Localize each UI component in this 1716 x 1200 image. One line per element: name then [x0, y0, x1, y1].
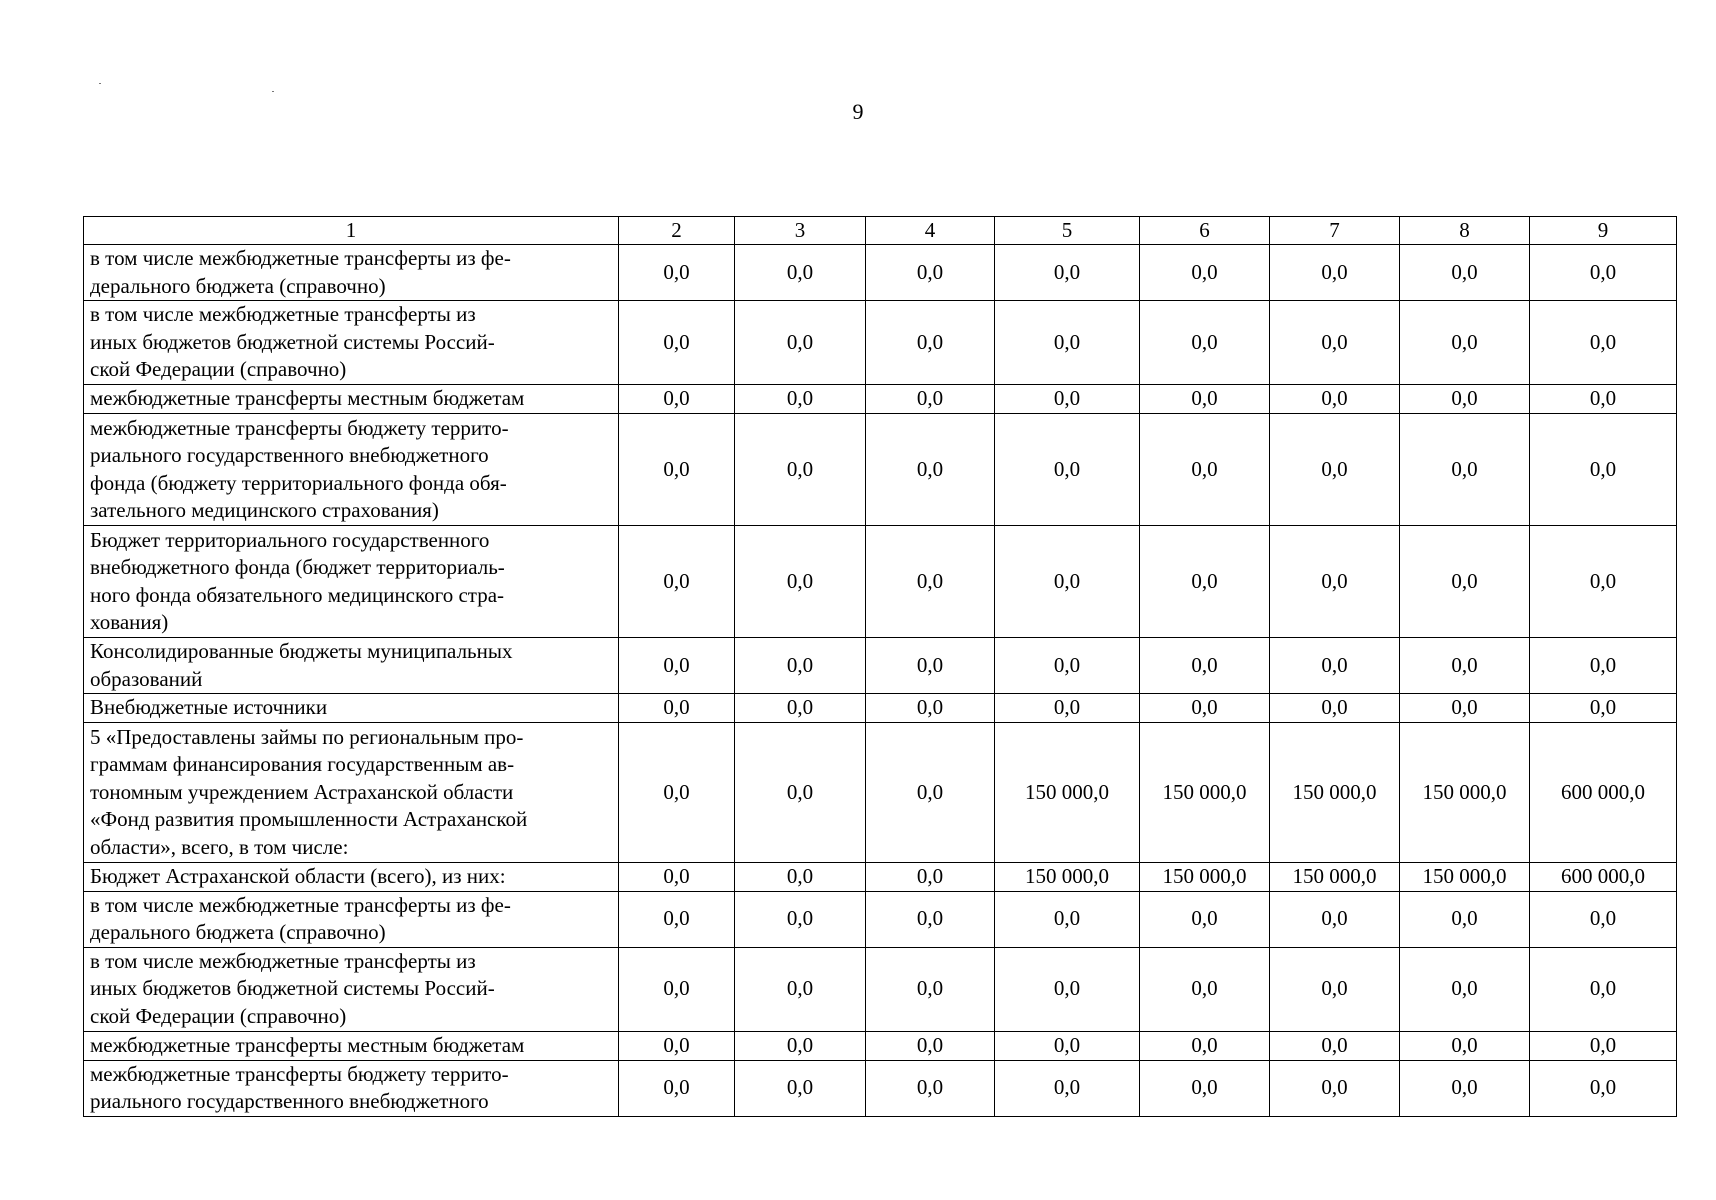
value-cell: 0,0: [1400, 638, 1530, 694]
value-cell: 0,0: [995, 414, 1140, 526]
table-row: [84, 947, 1677, 1031]
value-cell: 0,0: [995, 301, 1140, 385]
value-cell: 150 000,0: [1140, 863, 1270, 892]
column-header: 8: [1400, 217, 1530, 245]
value-cell: 0,0: [995, 1031, 1140, 1060]
value-cell: 0,0: [1270, 526, 1400, 638]
row-label: в том числе межбюджетные трансферты из фе- дерального бюджета (справочно): [84, 891, 619, 947]
column-header: 2: [619, 217, 735, 245]
value-cell: 0,0: [866, 891, 995, 947]
value-cell: 0,0: [735, 245, 866, 301]
table-row: [84, 891, 1677, 947]
table-row: [84, 245, 1677, 301]
column-header: 5: [995, 217, 1140, 245]
value-cell: 0,0: [866, 1060, 995, 1116]
value-cell: 0,0: [619, 301, 735, 385]
value-cell: 0,0: [1140, 1060, 1270, 1116]
table-row: [84, 723, 1677, 863]
value-cell: 0,0: [619, 414, 735, 526]
value-cell: 0,0: [1530, 947, 1677, 1031]
value-cell: 0,0: [1400, 694, 1530, 723]
value-cell: 0,0: [866, 526, 995, 638]
value-cell: 0,0: [866, 301, 995, 385]
value-cell: 0,0: [1400, 891, 1530, 947]
value-cell: 0,0: [619, 863, 735, 892]
value-cell: 0,0: [1530, 1060, 1677, 1116]
table-row: [84, 526, 1677, 638]
column-header: 9: [1530, 217, 1677, 245]
value-cell: 0,0: [1400, 301, 1530, 385]
row-label: Бюджет Астраханской области (всего), из них:: [84, 863, 619, 892]
value-cell: 0,0: [866, 947, 995, 1031]
table-row: [84, 1031, 1677, 1060]
value-cell: 0,0: [1140, 245, 1270, 301]
scan-speck: [272, 91, 274, 92]
value-cell: 150 000,0: [1270, 723, 1400, 863]
value-cell: 150 000,0: [1270, 863, 1400, 892]
value-cell: 0,0: [1530, 526, 1677, 638]
value-cell: 0,0: [866, 245, 995, 301]
row-label: Бюджет территориального государственного внебюджетного фонда (бюджет территориаль- ного фонда обязательного медицинского стра- хования): [84, 526, 619, 638]
value-cell: 0,0: [866, 863, 995, 892]
value-cell: 0,0: [1140, 694, 1270, 723]
table-row: [84, 863, 1677, 892]
value-cell: 0,0: [1270, 947, 1400, 1031]
row-label: Внебюджетные источники: [84, 694, 619, 723]
table-row: [84, 1060, 1677, 1116]
row-label: межбюджетные трансферты бюджету террито- риального государственного внебюджетного: [84, 1060, 619, 1116]
value-cell: 150 000,0: [995, 863, 1140, 892]
table-row: [84, 694, 1677, 723]
value-cell: 0,0: [866, 694, 995, 723]
table-row: [84, 414, 1677, 526]
value-cell: 0,0: [735, 1031, 866, 1060]
value-cell: 0,0: [735, 863, 866, 892]
value-cell: 0,0: [1140, 526, 1270, 638]
value-cell: 0,0: [866, 414, 995, 526]
value-cell: 0,0: [735, 723, 866, 863]
row-label: в том числе межбюджетные трансферты из фе- дерального бюджета (справочно): [84, 245, 619, 301]
column-header: 3: [735, 217, 866, 245]
value-cell: 0,0: [1140, 891, 1270, 947]
value-cell: 0,0: [1140, 1031, 1270, 1060]
value-cell: 0,0: [1530, 891, 1677, 947]
row-label: 5 «Предоставлены займы по региональным про- граммам финансирования государственным ав- тономным учреждением Астраханской области «Фонд развития промышленности Астраханской области», всего, в том числе:: [84, 723, 619, 863]
value-cell: 0,0: [735, 1060, 866, 1116]
value-cell: 0,0: [995, 638, 1140, 694]
column-header: 4: [866, 217, 995, 245]
value-cell: 0,0: [1140, 385, 1270, 414]
table-row: [84, 385, 1677, 414]
value-cell: 0,0: [995, 1060, 1140, 1116]
value-cell: 150 000,0: [995, 723, 1140, 863]
value-cell: 0,0: [619, 245, 735, 301]
row-label: межбюджетные трансферты местным бюджетам: [84, 1031, 619, 1060]
value-cell: 0,0: [1530, 385, 1677, 414]
value-cell: 0,0: [1400, 1060, 1530, 1116]
value-cell: 0,0: [619, 694, 735, 723]
row-label: в том числе межбюджетные трансферты из иных бюджетов бюджетной системы Россий- ской Федерации (справочно): [84, 301, 619, 385]
value-cell: 0,0: [866, 638, 995, 694]
value-cell: 0,0: [619, 891, 735, 947]
value-cell: 0,0: [1140, 414, 1270, 526]
value-cell: 0,0: [1400, 385, 1530, 414]
value-cell: 0,0: [619, 638, 735, 694]
value-cell: 0,0: [1140, 301, 1270, 385]
value-cell: 0,0: [866, 1031, 995, 1060]
value-cell: 0,0: [866, 723, 995, 863]
value-cell: 150 000,0: [1140, 723, 1270, 863]
budget-table: [83, 216, 1677, 1117]
row-label: Консолидированные бюджеты муниципальных образований: [84, 638, 619, 694]
table-row: [84, 301, 1677, 385]
value-cell: 0,0: [1270, 891, 1400, 947]
value-cell: 0,0: [1400, 947, 1530, 1031]
value-cell: 0,0: [995, 526, 1140, 638]
row-label: межбюджетные трансферты местным бюджетам: [84, 385, 619, 414]
value-cell: 0,0: [866, 385, 995, 414]
value-cell: 0,0: [1530, 694, 1677, 723]
value-cell: 0,0: [735, 638, 866, 694]
page-number: 9: [852, 99, 864, 124]
value-cell: 0,0: [1270, 245, 1400, 301]
value-cell: 0,0: [735, 526, 866, 638]
value-cell: 0,0: [1270, 638, 1400, 694]
value-cell: 0,0: [1530, 245, 1677, 301]
value-cell: 0,0: [735, 414, 866, 526]
value-cell: 0,0: [1530, 638, 1677, 694]
column-header: 6: [1140, 217, 1270, 245]
value-cell: 0,0: [1270, 385, 1400, 414]
value-cell: 0,0: [1400, 1031, 1530, 1060]
value-cell: 0,0: [1270, 1060, 1400, 1116]
value-cell: 0,0: [995, 694, 1140, 723]
value-cell: 0,0: [995, 891, 1140, 947]
column-header: 1: [84, 217, 619, 245]
value-cell: 0,0: [619, 1060, 735, 1116]
table-header-row: [84, 217, 1677, 245]
value-cell: 0,0: [619, 526, 735, 638]
value-cell: 0,0: [1530, 301, 1677, 385]
value-cell: 0,0: [1530, 414, 1677, 526]
value-cell: 0,0: [995, 385, 1140, 414]
row-label: в том числе межбюджетные трансферты из иных бюджетов бюджетной системы Россий- ской Федерации (справочно): [84, 947, 619, 1031]
value-cell: 0,0: [1140, 947, 1270, 1031]
value-cell: 0,0: [735, 301, 866, 385]
value-cell: 0,0: [995, 245, 1140, 301]
value-cell: 0,0: [1400, 245, 1530, 301]
value-cell: 0,0: [1400, 526, 1530, 638]
value-cell: 0,0: [1270, 694, 1400, 723]
value-cell: 0,0: [1270, 414, 1400, 526]
value-cell: 150 000,0: [1400, 863, 1530, 892]
value-cell: 150 000,0: [1400, 723, 1530, 863]
value-cell: 600 000,0: [1530, 723, 1677, 863]
value-cell: 0,0: [619, 723, 735, 863]
value-cell: 0,0: [1400, 414, 1530, 526]
value-cell: 0,0: [995, 947, 1140, 1031]
value-cell: 0,0: [1270, 1031, 1400, 1060]
value-cell: 0,0: [1140, 638, 1270, 694]
row-label: межбюджетные трансферты бюджету террито- риального государственного внебюджетного фонда (бюджету территориального фонда обя- зательного медицинского страхования): [84, 414, 619, 526]
value-cell: 0,0: [619, 385, 735, 414]
value-cell: 600 000,0: [1530, 863, 1677, 892]
scan-speck: [99, 83, 101, 84]
value-cell: 0,0: [1530, 1031, 1677, 1060]
value-cell: 0,0: [619, 947, 735, 1031]
value-cell: 0,0: [735, 947, 866, 1031]
value-cell: 0,0: [735, 385, 866, 414]
value-cell: 0,0: [735, 694, 866, 723]
value-cell: 0,0: [619, 1031, 735, 1060]
value-cell: 0,0: [735, 891, 866, 947]
column-header: 7: [1270, 217, 1400, 245]
value-cell: 0,0: [1270, 301, 1400, 385]
table-row: [84, 638, 1677, 694]
